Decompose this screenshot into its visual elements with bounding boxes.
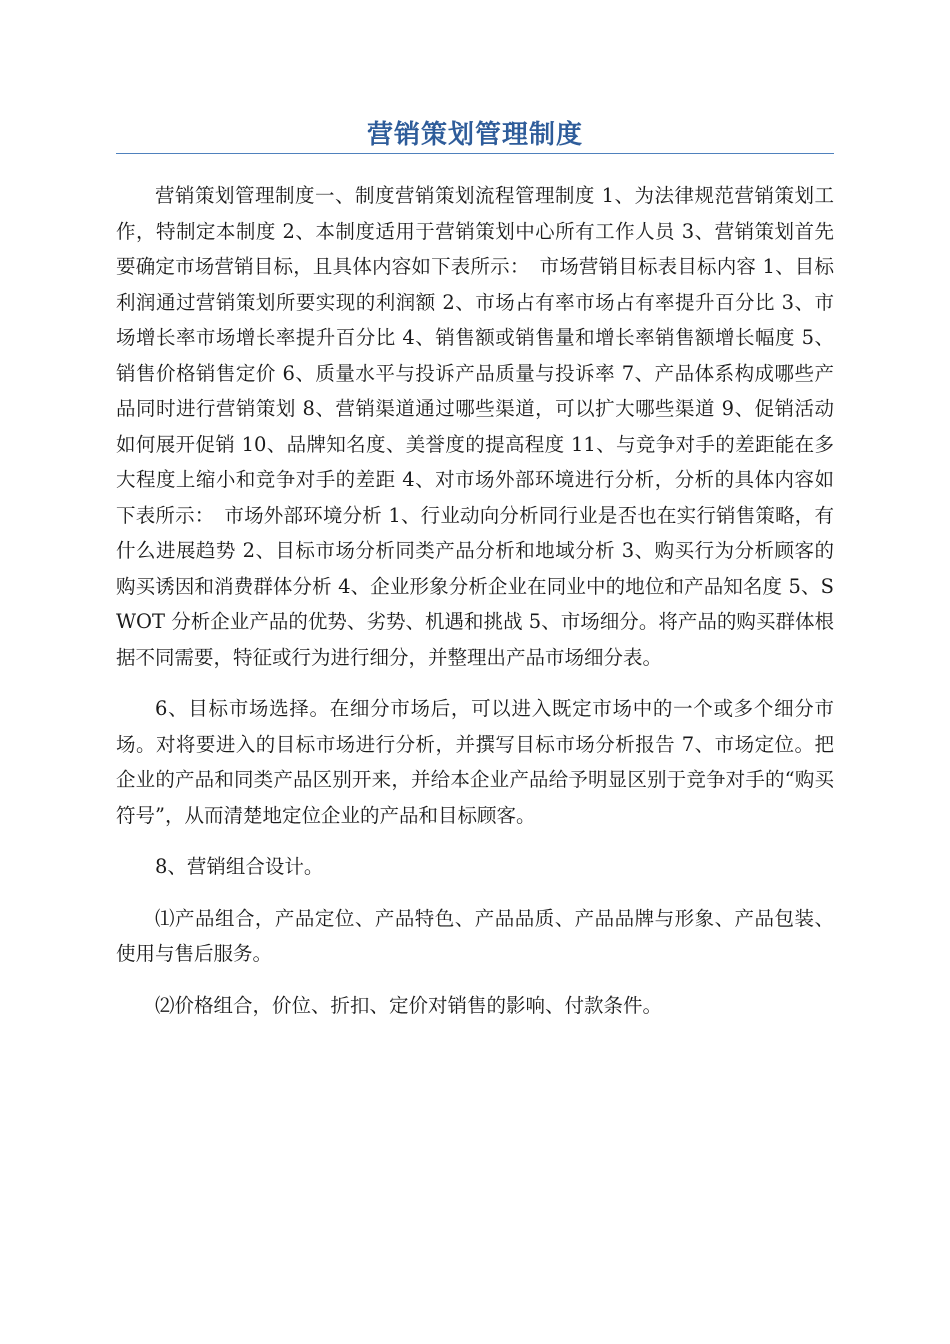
- document-page: [116, 0, 834, 1023]
- paragraph-5: ⑵价格组合，价位、折扣、定价对销售的影响、付款条件。: [155, 993, 663, 1017]
- paragraph-1: 营销策划管理制度一、制度营销策划流程管理制度 1、为法律规范营销策划工作，特制定本制度 2、本制度适用于营销策划中心所有工作人员 3、营销策划首先要确定市场营销目标，且具体内容如下表所示： 市场营销目标表目标内容 1、目标利润通过营销策划所要实现的利润额 2、市场占有率市场占有率提升百分比 3、市场增长率市场增长率提升百分比 4、销售额或销售量和增长率销售额增长幅度 5、销售价格销售定价 6、质量水平与投诉产品质量与投诉率 7、产品体系构成哪些产品同时进行营销策划 8、营销渠道通过哪些渠道，可以扩大哪些渠道 9、促销活动如何展开促销 10、品牌知名度、美誉度的提高程度 11、与竞争对手的差距能在多大程度上缩小和竞争对手的差距 4、对市场外部环境进行分析，分析的具体内容如下表所示： 市场外部环境分析 1、行业动向分析同行业是否也在实行销售策略，有什么进展趋势 2、目标市场分析同类产品分析和地域分析 3、购买行为分析顾客的购买诱因和消费群体分析 4、企业形象分析企业在同业中的地位和产品知名度 5、SWOT 分析企业产品的优势、劣势、机遇和挑战 5、市场细分。将产品的购买群体根据不同需要，特征或行为进行细分，并整理出产品市场细分表。: [116, 184, 834, 669]
- paragraph-4: ⑴产品组合，产品定位、产品特色、产品品质、产品品牌与形象、产品包装、使用与售后服务。: [116, 906, 834, 965]
- title-underline: [116, 153, 834, 154]
- document-title: 营销策划管理制度: [366, 120, 583, 150]
- paragraph-2: 6、目标市场选择。在细分市场后，可以进入既定市场中的一个或多个细分市场。对将要进入的目标市场进行分析，并撰写目标市场分析报告 7、市场定位。把企业的产品和同类产品区别开来，并给本企业产品给予明显区别于竞争对手的“购买符号”，从而清楚地定位企业的产品和目标顾客。: [116, 697, 834, 827]
- document-body: [116, 178, 834, 1023]
- paragraph-3: 8、营销组合设计。: [155, 855, 324, 878]
